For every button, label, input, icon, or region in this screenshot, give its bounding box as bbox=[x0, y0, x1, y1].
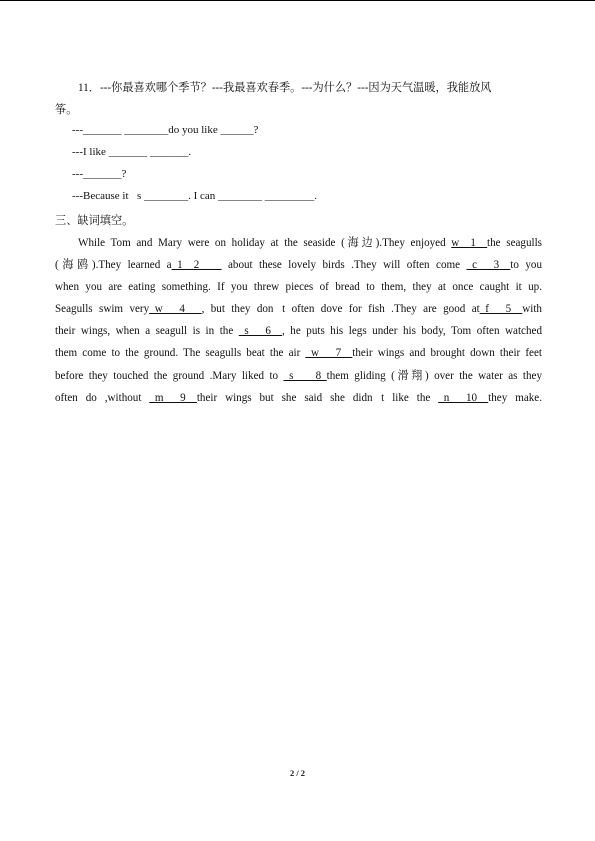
passage-line bbox=[55, 254, 542, 276]
cloze-blank: w__1__ bbox=[451, 237, 488, 249]
passage-line bbox=[55, 232, 542, 254]
dialogue-line-1: ---_______ ________do you like ______? bbox=[72, 124, 259, 136]
passage-line bbox=[55, 365, 542, 387]
passage-text: the seagulls bbox=[487, 237, 542, 249]
passage-text: with bbox=[522, 303, 542, 316]
passage-text: , but they don t often dove for fish .They are good at bbox=[201, 303, 480, 316]
passage-text: their wings and brought down their feet bbox=[352, 347, 542, 360]
passage-text: to you bbox=[510, 259, 542, 272]
question-11-prompt-line1: 11．---你最喜欢哪个季节？---我最喜欢春季。---为什么？---因为天气温暖，我能放风 bbox=[78, 82, 492, 94]
passage-text: Seagulls swim very bbox=[55, 303, 150, 316]
passage-text: often do ,without bbox=[55, 391, 150, 404]
passage-text: them come to the ground. The seagulls beat the air bbox=[55, 347, 306, 360]
passage-text: , he puts his legs under his body, Tom often watched bbox=[281, 325, 542, 338]
passage-line bbox=[55, 320, 542, 342]
passage-text: about these lovely birds .They will often come bbox=[221, 259, 467, 272]
section-3-heading: 三、缺词填空。 bbox=[55, 215, 134, 227]
passage-text: when you are eating something. If you threw pieces of bread to them, they at once caught it up. bbox=[55, 281, 542, 294]
cloze-blank: _w___4___ bbox=[149, 303, 202, 316]
dialogue-line-2: ---I like _______ _______. bbox=[72, 146, 192, 158]
cloze-passage bbox=[55, 232, 542, 409]
dialogue-line-4: ---Because it s ________. I can ________ _________. bbox=[72, 190, 318, 202]
question-11-prompt-line2: 筝。 bbox=[55, 104, 78, 116]
page-number: 2 / 2 bbox=[289, 768, 306, 778]
cloze-blank: _s___6__ bbox=[238, 325, 282, 338]
cloze-blank: _w___7__ bbox=[305, 347, 353, 360]
passage-text: they make. bbox=[488, 391, 542, 404]
passage-line bbox=[55, 298, 542, 320]
page-top-border bbox=[0, 0, 595, 1]
passage-text: While Tom and Mary were on holiday at the seaside (海边).They enjoyed bbox=[78, 237, 452, 249]
cloze-blank: _s____8_ bbox=[283, 369, 327, 382]
passage-line bbox=[55, 276, 542, 298]
dialogue-line-3: ---_______? bbox=[72, 168, 127, 180]
cloze-blank: _1__2____ bbox=[171, 259, 222, 272]
passage-text: their wings but she said she didn t like the bbox=[196, 391, 439, 404]
passage-line bbox=[55, 387, 542, 409]
passage-line bbox=[55, 342, 542, 364]
passage-text: them gliding (滑翔) over the water as they bbox=[326, 369, 542, 382]
cloze-blank: _c___3__ bbox=[466, 259, 511, 272]
cloze-blank: _f___5__ bbox=[479, 303, 523, 316]
passage-text: their wings, when a seagull is in the bbox=[55, 325, 239, 338]
passage-text: before they touched the ground .Mary liked to bbox=[55, 369, 284, 382]
cloze-blank: _m___9__ bbox=[149, 391, 197, 404]
passage-text: (海鸥).They learned a bbox=[55, 259, 172, 272]
cloze-blank: _n___10__ bbox=[438, 391, 489, 404]
